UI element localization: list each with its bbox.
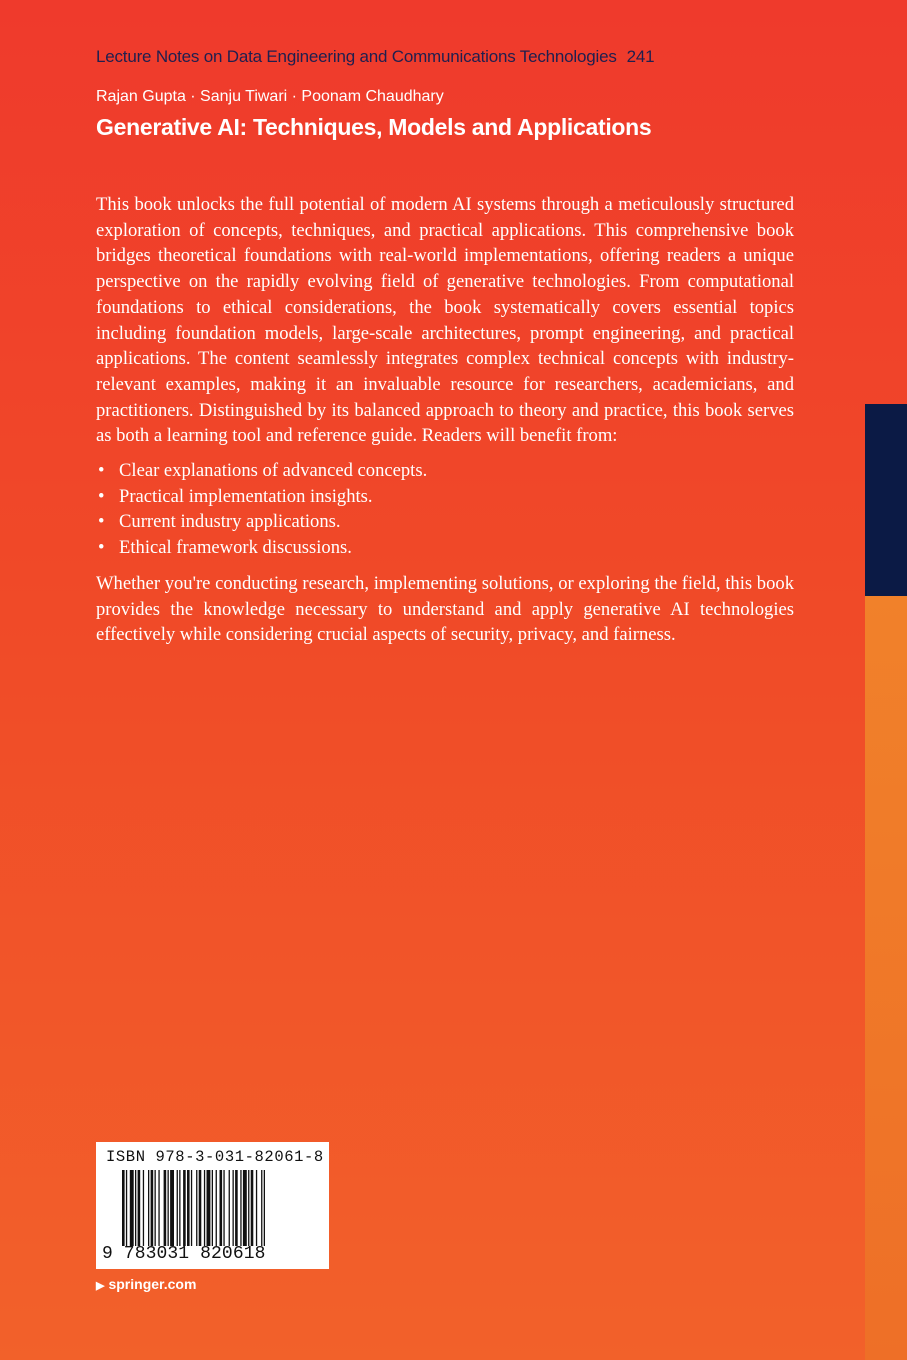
barcode-bar — [158, 1170, 159, 1246]
publisher-link[interactable] — [96, 1276, 196, 1292]
series-name: Lecture Notes on Data Engineering and Communications Technologies — [96, 47, 617, 66]
barcode-bars — [122, 1170, 308, 1246]
barcode-bar — [135, 1170, 136, 1246]
barcode-bar — [261, 1170, 262, 1246]
barcode-bar — [212, 1170, 213, 1246]
barcode-bar — [248, 1170, 249, 1246]
barcode-bar — [256, 1170, 257, 1246]
blurb — [96, 192, 794, 648]
barcode-bar — [199, 1170, 202, 1246]
book-title: Generative AI: Techniques, Models and Applications — [96, 114, 652, 140]
barcode-bar — [233, 1170, 234, 1246]
barcode-digits: 9 783031 820618 — [102, 1244, 266, 1264]
series-number: 241 — [626, 47, 655, 66]
list-item: • Practical implementation insights. — [96, 484, 794, 510]
arrow-right-icon: ▶ — [96, 1280, 105, 1292]
blurb-intro: This book unlocks the full potential of modern AI systems through a meticulously structured exploration of concepts, techniques, and practical applications. This comprehensive book bridges theoretical foundations with real-world implementations, offering readers a unique perspective on the rapidly evolving field of generative technologies. From computational foundations to ethical considerations, the book systematically covers essential topics including foundation models, large-scale architectures, prompt engineering, and practical applications. The content seamlessly integrates complex technical concepts with industry-relevant examples, making it an invaluable resource for researchers, academicians, and practitioners. Distinguished by its balanced approach to theory and practice, this book serves as both a learning tool and reference guide. Readers will benefit from: — [96, 194, 794, 447]
barcode-bar — [155, 1170, 156, 1246]
isbn-text: ISBN 978-3-031-82061-8 — [106, 1148, 324, 1166]
barcode-bar — [191, 1170, 192, 1246]
barcode-bar — [216, 1170, 217, 1246]
barcode-bar — [229, 1170, 230, 1246]
list-item: • Ethical framework discussions. — [96, 535, 794, 561]
barcode-bar — [187, 1170, 190, 1246]
barcode-bar — [179, 1170, 180, 1246]
barcode-bar — [122, 1170, 125, 1246]
barcode-bar — [240, 1170, 241, 1246]
barcode-bar — [243, 1170, 247, 1246]
barcode-bar — [168, 1170, 169, 1246]
barcode-bar — [220, 1170, 223, 1246]
publisher-link-text: springer.com — [108, 1276, 197, 1292]
barcode-bar — [143, 1170, 144, 1246]
barcode-bar — [164, 1170, 167, 1246]
barcode-bar — [264, 1170, 265, 1246]
barcode-bar — [138, 1170, 141, 1246]
barcode-bar — [207, 1170, 211, 1246]
spine-accent-navy — [865, 404, 907, 596]
barcode-bar — [183, 1170, 186, 1246]
spine-accent-orange — [865, 596, 907, 1360]
benefits-list — [96, 458, 794, 561]
isbn-barcode — [96, 1142, 329, 1269]
barcode-bar — [177, 1170, 178, 1246]
barcode-bar — [223, 1170, 224, 1246]
barcode-bar — [235, 1170, 238, 1246]
authors: Rajan Gupta · Sanju Tiwari · Poonam Chaudhary — [96, 88, 444, 105]
list-item: • Clear explanations of advanced concepts. — [96, 458, 794, 484]
barcode-bar — [196, 1170, 197, 1246]
barcode-bar — [251, 1170, 254, 1246]
blurb-outro: Whether you're conducting research, implementing solutions, or exploring the field, this book provides the knowledge necessary to understand and apply generative AI technologies effectively while considering crucial aspects of security, privacy, and fairness. — [96, 572, 794, 646]
barcode-bar — [148, 1170, 149, 1246]
barcode-bar — [151, 1170, 154, 1246]
barcode-bar — [204, 1170, 205, 1246]
list-item: • Current industry applications. — [96, 509, 794, 535]
barcode-bar — [130, 1170, 134, 1246]
barcode-bar — [170, 1170, 174, 1246]
barcode-bar — [126, 1170, 127, 1246]
series-line — [96, 47, 654, 67]
